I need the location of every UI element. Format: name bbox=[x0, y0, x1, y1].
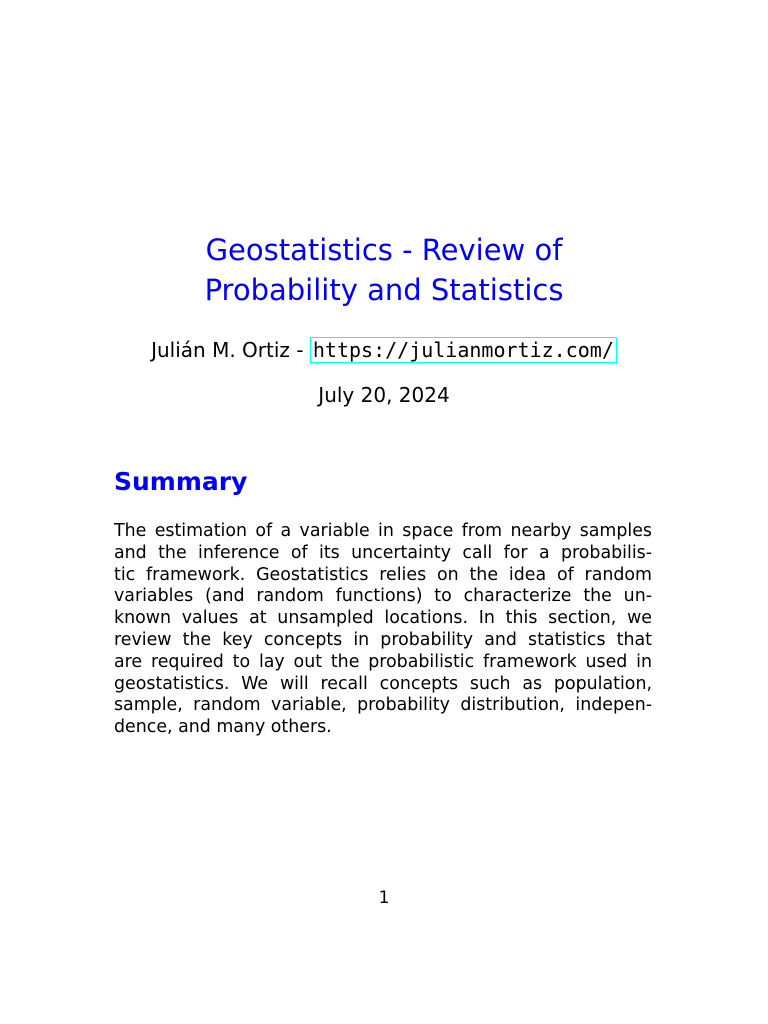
summary-line: are required to lay out the probabilistic framework used in bbox=[114, 651, 652, 672]
page-number: 1 bbox=[378, 888, 390, 908]
section-heading-summary: Summary bbox=[114, 467, 248, 496]
title-line-1: Geostatistics - Review of bbox=[205, 233, 563, 267]
summary-line: The estimation of a variable in space from nearby samples bbox=[114, 521, 652, 541]
author-url-link[interactable]: https://julianmortiz.com/ bbox=[310, 337, 617, 363]
author-line bbox=[0, 336, 768, 364]
summary-paragraph bbox=[114, 521, 652, 739]
document-title bbox=[0, 230, 768, 310]
author-name: Julián M. Ortiz - bbox=[151, 338, 310, 362]
summary-line: known values at unsampled locations. In this section, we bbox=[114, 608, 652, 629]
summary-line: review the key concepts in probability and statistics that bbox=[114, 629, 652, 650]
summary-line: geostatistics. We will recall concepts such as population, bbox=[114, 673, 652, 694]
summary-line: dence, and many others. bbox=[114, 717, 332, 738]
summary-line: tic framework. Geostatistics relies on the idea of random bbox=[114, 564, 652, 585]
summary-line: and the inference of its uncertainty call for a probabilis- bbox=[114, 542, 652, 563]
title-line-2: Probability and Statistics bbox=[204, 273, 564, 307]
summary-line: sample, random variable, probability distribution, indepen- bbox=[114, 695, 652, 716]
document-date: July 20, 2024 bbox=[318, 383, 450, 407]
summary-line: variables (and random functions) to characterize the un- bbox=[114, 586, 652, 607]
